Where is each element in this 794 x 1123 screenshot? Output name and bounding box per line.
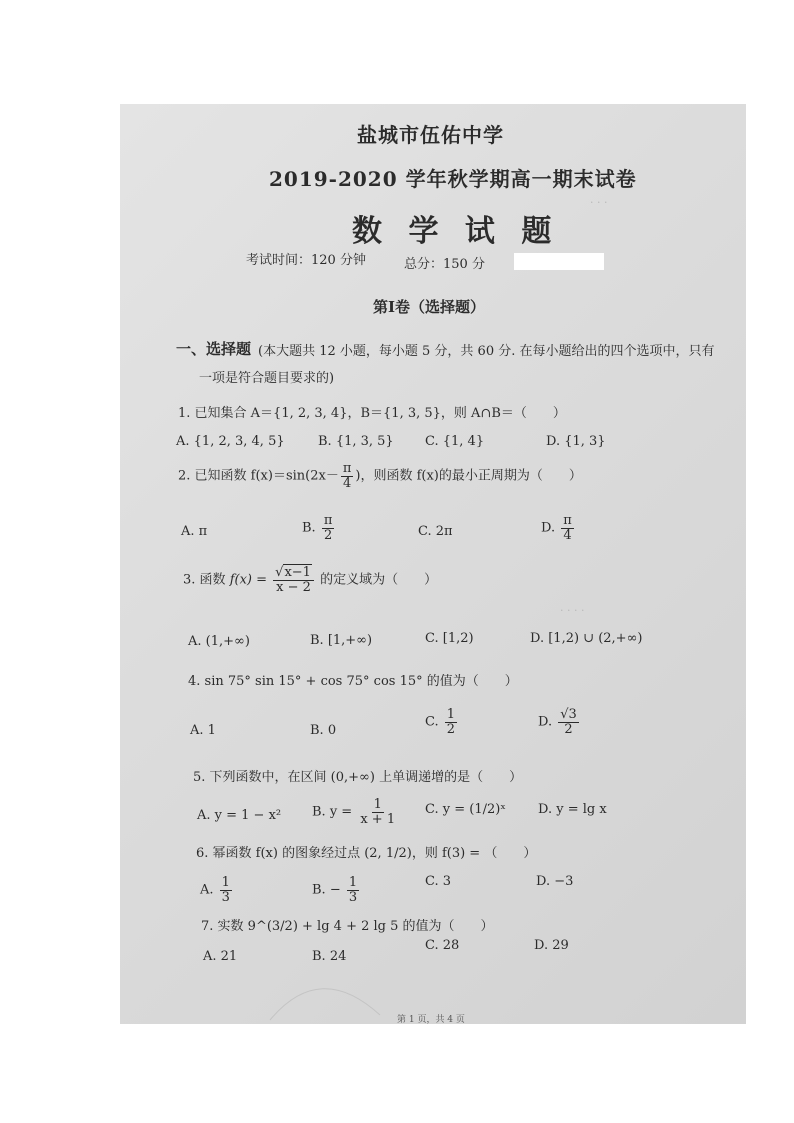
q5-b-frac xyxy=(358,798,397,826)
exam-time: 考试时间：120 分钟 xyxy=(246,253,366,268)
q5-option-c: C. y = (1/2)ˣ xyxy=(425,802,506,817)
redaction-box xyxy=(514,253,604,270)
q2-b-num: π xyxy=(323,513,333,528)
q5-b-pre: B. y = xyxy=(312,804,353,820)
q2-d-frac xyxy=(561,514,574,542)
q6-b-den: 3 xyxy=(348,889,358,905)
q6-option-c: C. 3 xyxy=(425,874,452,889)
q5-option-a: A. y = 1 − x² xyxy=(197,808,282,823)
term-title: 2019-2020 学年秋学期高一期末试卷 xyxy=(269,167,637,191)
subject-title: 数 学 试 题 xyxy=(352,214,560,249)
q2-stem-pre: 2. 已知函数 f(x)＝sin(2x－ xyxy=(178,468,339,484)
q4-d-frac xyxy=(558,708,579,736)
q5-b-num: 1 xyxy=(373,797,382,812)
q6-a-frac xyxy=(220,876,232,904)
question-7: 7. 实数 9^(3/2) + lg 4 + 2 lg 5 的值为（ ） xyxy=(201,919,494,934)
q3-post: 的定义域为（ ） xyxy=(320,572,438,588)
q1-option-c: C. {1, 4} xyxy=(425,434,485,449)
school-title: 盐城市伍佑中学 xyxy=(357,123,504,147)
section-desc-1: (本大题共 12 小题，每小题 5 分，共 60 分. 在每小题给出的四个选项中，只有 xyxy=(258,344,715,359)
q4-d-label: D. xyxy=(538,714,553,730)
q3-num-radicand: x−1 xyxy=(284,565,311,580)
q2-stem-post: )，则函数 f(x)的最小正周期为（ ） xyxy=(355,468,582,484)
q4-c-label: C. xyxy=(425,714,439,730)
q4-option-a: A. 1 xyxy=(190,723,216,738)
q7-option-b: B. 24 xyxy=(312,949,347,964)
q2-b-label: B. xyxy=(302,520,316,536)
q7-option-d: D. 29 xyxy=(534,938,569,953)
bleed-graph xyxy=(260,965,400,1023)
exam-score: 总分：150 分 xyxy=(404,257,485,272)
q2-b-den: 2 xyxy=(323,527,333,543)
q2-d-den: 4 xyxy=(563,527,572,543)
q4-c-num: 1 xyxy=(446,707,456,722)
q1-option-b: B. {1, 3, 5} xyxy=(318,434,394,449)
q6-b-num: 1 xyxy=(348,875,358,890)
q3-pre: 3. 函数 xyxy=(183,572,226,588)
q6-b-frac xyxy=(347,876,359,904)
question-5: 5. 下列函数中，在区间 (0,+∞) 上单调递增的是（ ） xyxy=(193,770,523,785)
question-1: 1. 已知集合 A＝{1, 2, 3, 4}，B＝{1, 3, 5}，则 A∩B＝（ ） xyxy=(178,406,566,421)
section-title: 一、选择题 xyxy=(176,340,252,358)
q2-b-frac xyxy=(322,514,335,542)
q6-a-den: 3 xyxy=(221,889,230,905)
q6-b-label: B. − xyxy=(312,882,341,898)
bleed-text: · · · · xyxy=(560,604,585,617)
q3-option-d: D. [1,2) ∪ (2,+∞) xyxy=(530,631,643,646)
q3-option-b: B. [1,+∞) xyxy=(310,633,373,648)
question-6: 6. 幂函数 f(x) 的图象经过点 (2, 1/2)，则 f(3) = （ ） xyxy=(196,846,537,861)
q3-option-a: A. (1,+∞) xyxy=(188,634,250,649)
q7-option-a: A. 21 xyxy=(203,949,238,964)
q2-frac-den: 4 xyxy=(342,475,352,491)
q6-option-a xyxy=(200,876,234,904)
part-title: 第Ⅰ卷（选择题） xyxy=(373,298,486,316)
q3-den: x − 2 xyxy=(276,579,311,595)
q4-option-d xyxy=(538,708,581,736)
q2-frac xyxy=(341,462,354,490)
q6-a-num: 1 xyxy=(221,875,230,890)
section-desc-2: 一项是符合题目要求的) xyxy=(199,371,335,386)
q2-option-d xyxy=(541,514,576,542)
q2-d-num: π xyxy=(563,513,572,528)
q5-option-d: D. y = lg x xyxy=(538,802,607,817)
question-4: 4. sin 75° sin 15° + cos 75° cos 15° 的值为（ ） xyxy=(188,674,518,689)
q4-option-c xyxy=(425,708,459,736)
q2-option-b xyxy=(302,514,336,542)
bleed-text: · · · xyxy=(590,196,608,209)
q4-c-den: 2 xyxy=(446,721,456,737)
q2-option-c: C. 2π xyxy=(418,524,453,539)
q4-c-frac xyxy=(445,708,457,736)
q3-frac xyxy=(273,566,314,594)
q2-option-a: A. π xyxy=(181,524,208,539)
page-footer: 第 1 页，共 4 页 xyxy=(397,1015,465,1025)
q6-option-d: D. −3 xyxy=(536,874,574,889)
q2-d-label: D. xyxy=(541,520,556,536)
q2-frac-num: π xyxy=(342,461,352,476)
q4-d-den: 2 xyxy=(564,721,573,737)
q4-option-b: B. 0 xyxy=(310,723,337,738)
q5-b-den: x + 1 xyxy=(360,811,396,827)
q7-option-c: C. 28 xyxy=(425,938,460,953)
question-3 xyxy=(183,566,437,594)
q4-d-num: √3 xyxy=(560,707,577,722)
q6-option-b xyxy=(312,876,361,904)
q1-option-a: A. {1, 2, 3, 4, 5} xyxy=(176,434,285,449)
q6-a-label: A. xyxy=(200,882,214,898)
q3-option-c: C. [1,2) xyxy=(425,631,474,646)
question-2 xyxy=(178,462,582,490)
q3-fx: f(x) = xyxy=(229,572,267,588)
q1-option-d: D. {1, 3} xyxy=(546,434,606,449)
q3-num: √x−1 xyxy=(273,566,314,581)
q5-option-b xyxy=(312,798,399,826)
